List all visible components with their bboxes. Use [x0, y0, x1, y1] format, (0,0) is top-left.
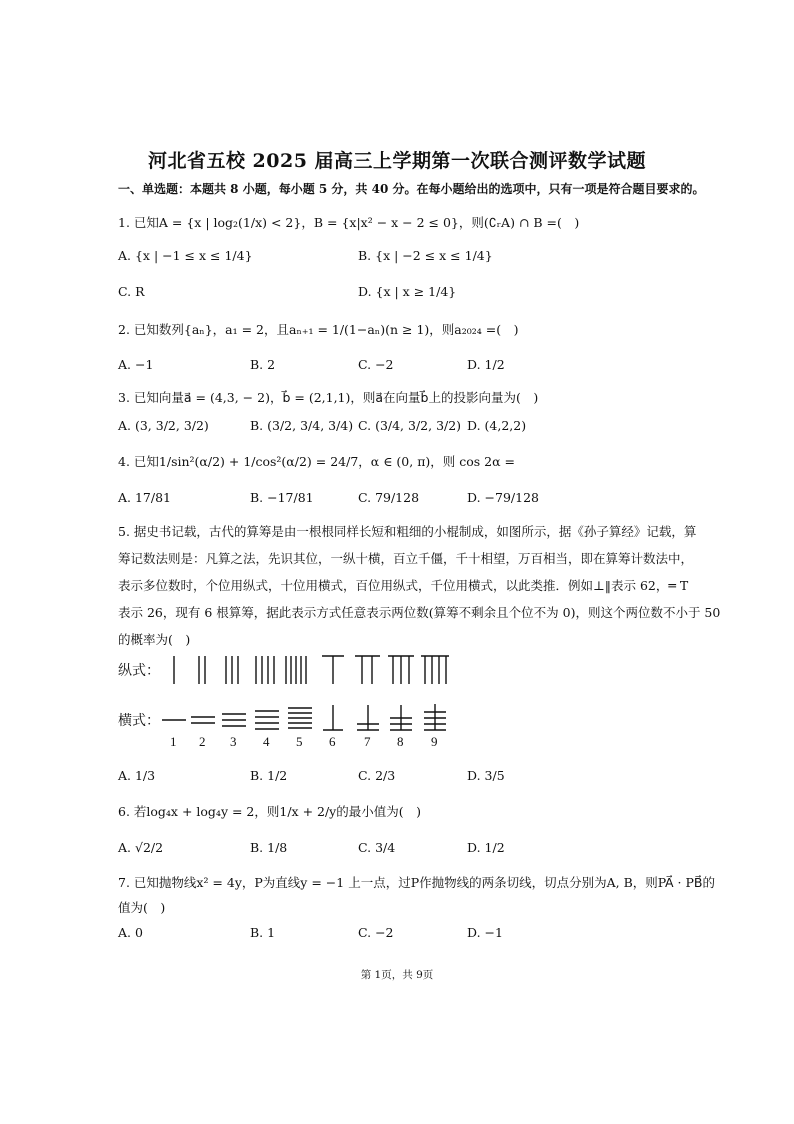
- question-7-option-c: C. −2: [358, 925, 394, 940]
- digit-label: 9: [431, 734, 438, 749]
- question-5-line-4: 表示 26，现有 6 根算筹，据此表示方式任意表示两位数(算筹不剩余且个位不为 0)，则这个两位数不小于 50: [118, 605, 721, 620]
- question-6-option-b: B. 1/8: [250, 840, 288, 855]
- question-4-option-a: A. 17/81: [118, 490, 171, 505]
- question-6-stem: 6. 若log₄x + log₄y = 2，则1/x + 2/y的最小值为( ): [118, 804, 421, 819]
- question-2-option-b: B. 2: [250, 357, 276, 372]
- question-7-option-d: D. −1: [467, 925, 503, 940]
- question-5-line-1: 5. 据史书记载，古代的算筹是由一根根同样长短和粗细的小棍制成，如图所示，据《孙子算经》记载，算: [118, 524, 697, 539]
- question-5-option-a: A. 1/3: [118, 768, 156, 783]
- digit-label: 7: [364, 734, 371, 749]
- question-3-option-b: B. (3/2, 3/4, 3/4): [250, 418, 354, 433]
- section-heading: 一、单选题：本题共 8 小题，每小题 5 分，共 40 分。在每小题给出的选项中，只有一项是符合题目要求的。: [118, 182, 705, 196]
- question-2-option-c: C. −2: [358, 357, 394, 372]
- question-1-option-b: B. {x | −2 ≤ x ≤ 1/4}: [358, 248, 493, 263]
- question-5-line-2: 筹记数法则是：凡算之法，先识其位，一纵十横，百立千僵，千十相望，万百相当，即在算筹计数法中，: [118, 551, 694, 566]
- question-5-line-3: 表示多位数时，个位用纵式，十位用横式，百位用纵式，千位用横式，以此类推．例如⊥‖表示 62，═ T: [118, 578, 689, 593]
- question-6-option-a: A. √2/2: [118, 840, 164, 855]
- question-3-option-a: A. (3, 3/2, 3/2): [118, 418, 209, 433]
- digit-label: 4: [263, 734, 270, 749]
- question-4-option-c: C. 79/128: [358, 490, 420, 505]
- digit-label: 2: [199, 734, 206, 749]
- question-2-option-d: D. 1/2: [467, 357, 505, 372]
- question-6-option-c: C. 3/4: [358, 840, 396, 855]
- digit-label: 3: [230, 734, 237, 749]
- question-5-line-5: 的概率为( ): [118, 632, 191, 647]
- vertical-form-label: 纵式：: [118, 663, 160, 679]
- question-4-option-b: B. −17/81: [250, 490, 314, 505]
- vertical-rods: [174, 656, 449, 684]
- question-7-line-1: 7. 已知抛物线x² = 4y，P为直线y = −1 上一点，过P作抛物线的两条切线，切点分别为A, B，则PA⃗ · PB⃗的: [118, 875, 715, 890]
- digit-label: 6: [329, 734, 336, 749]
- question-7-option-b: B. 1: [250, 925, 276, 940]
- question-6-option-d: D. 1/2: [467, 840, 505, 855]
- question-4-option-d: D. −79/128: [467, 490, 539, 505]
- question-1-stem: 1. 已知A = {x | log₂(1/x) < 2}，B = {x|x² − x − 2 ≤ 0}，则(∁ᵣA) ∩ B =( ): [118, 215, 580, 230]
- question-3-option-c: C. (3/4, 3/2, 3/2): [358, 418, 462, 433]
- digit-label: 1: [170, 734, 177, 749]
- digit-label: 5: [296, 734, 303, 749]
- page-footer: 第 1页，共 9页: [360, 969, 434, 981]
- question-5-option-d: D. 3/5: [467, 768, 505, 783]
- question-2-option-a: A. −1: [118, 357, 154, 372]
- question-1-option-a: A. {x | −1 ≤ x ≤ 1/4}: [118, 248, 253, 263]
- question-1-option-d: D. {x | x ≥ 1/4}: [358, 284, 457, 299]
- question-7-line-2: 值为( ): [118, 900, 166, 915]
- question-3-stem: 3. 已知向量a⃗ = (4,3, − 2)，b⃗ = (2,1,1)，则a⃗在向量b⃗上的投影向量为( ): [118, 390, 539, 405]
- page-title: 河北省五校 2025 届高三上学期第一次联合测评数学试题: [147, 150, 647, 172]
- question-2-stem: 2. 已知数列{aₙ}，a₁ = 2，且aₙ₊₁ = 1/(1−aₙ)(n ≥ 1)，则a₂₀₂₄ =( ): [118, 322, 519, 337]
- question-5-option-c: C. 2/3: [358, 768, 396, 783]
- question-5-option-b: B. 1/2: [250, 768, 288, 783]
- question-1-option-c: C. R: [118, 284, 145, 299]
- digit-label: 8: [397, 734, 404, 749]
- question-4-stem: 4. 已知1/sin²(α/2) + 1/cos²(α/2) = 24/7，α ∈ (0, π)，则 cos 2α =: [118, 454, 516, 469]
- horizontal-form-label: 横式：: [118, 713, 160, 729]
- question-3-option-d: D. (4,2,2): [467, 418, 527, 433]
- question-7-option-a: A. 0: [118, 925, 143, 940]
